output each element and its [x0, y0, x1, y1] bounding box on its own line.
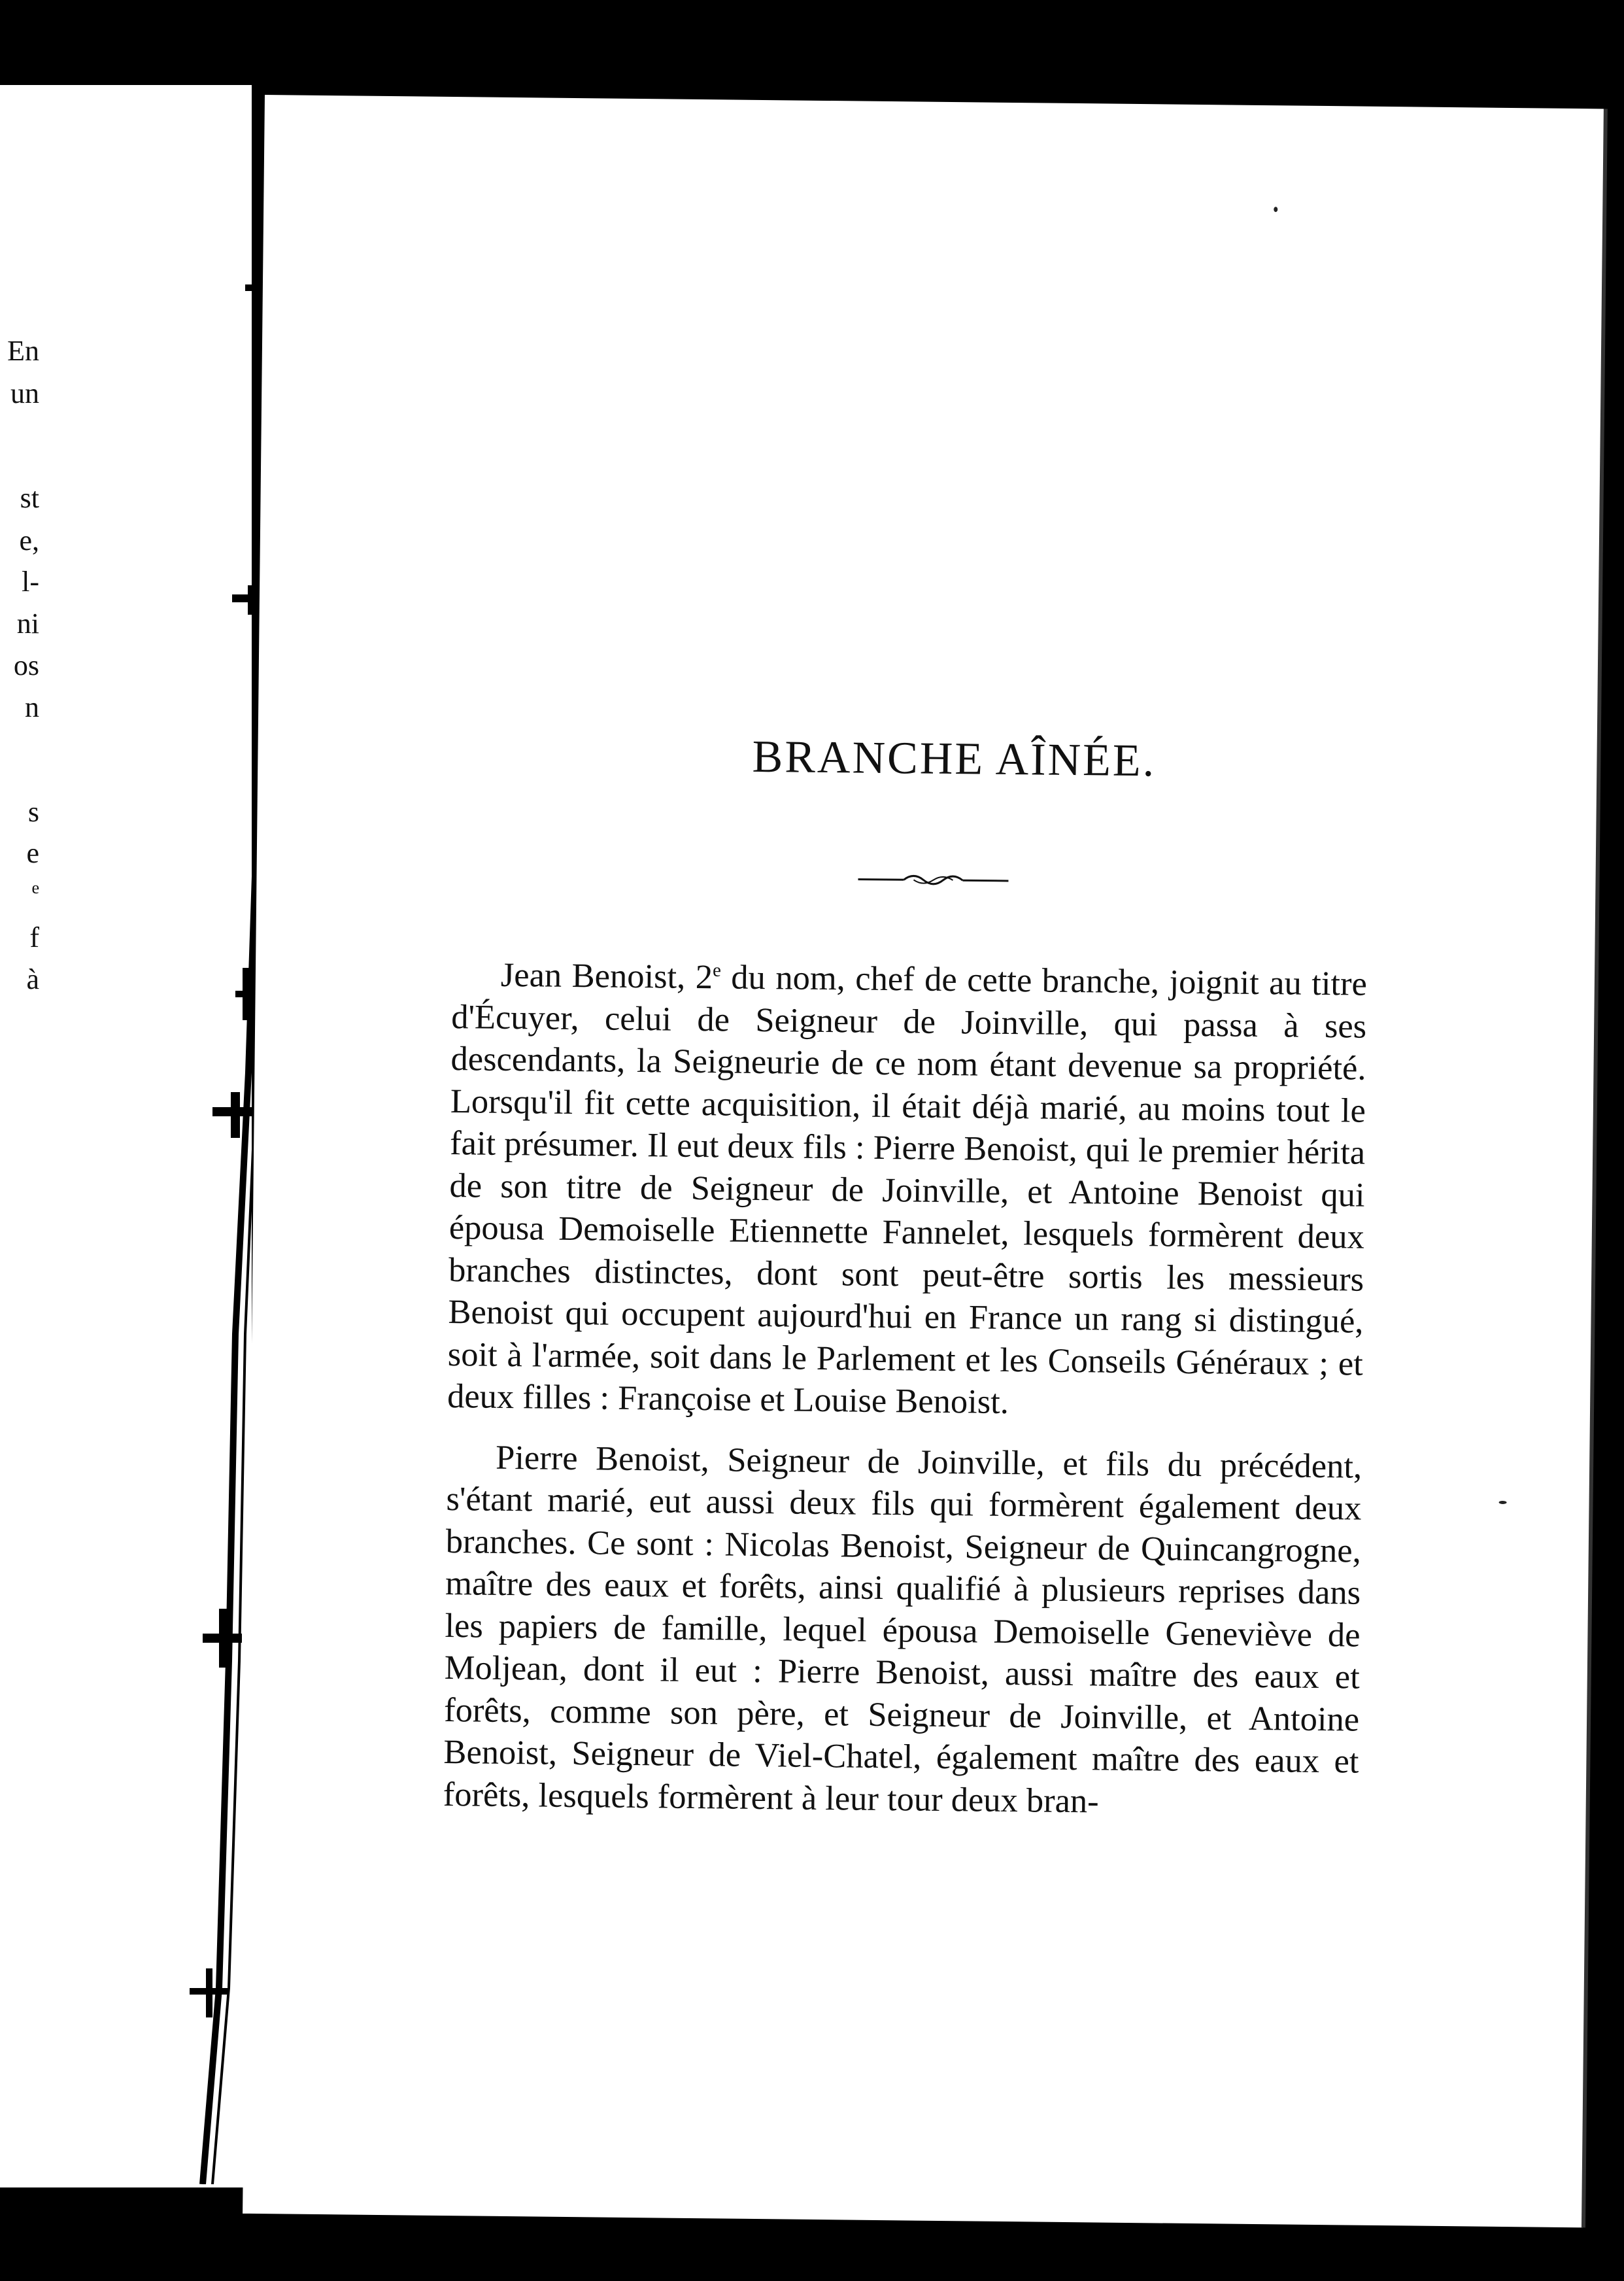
left-fragment-line: un	[10, 377, 39, 409]
left-fragment-line: os	[13, 649, 39, 681]
left-fragment-line: f	[29, 921, 39, 953]
paper-speck	[1274, 207, 1277, 212]
paragraph: Pierre Benoist, Seigneur de Joinville, et fils du précédent, s'étant marié, eut aussi deux fils qui formèrent également deux branches. Ce sont : Nicolas Benoist, Seigneur de Quincangrogne, maître des eaux et forêts, ainsi qualifié à plusieurs reprises dans les papiers de famille, lequel épousa Demoiselle Geneviève de Moljean, dont il eut : Pierre Benoist, aussi maître des eaux et forêts, comme son père, et Seigneur de Joinville, et Antoine Benoist, Seigneur de Viel-Chatel, également maître des eaux et forêts, lesquels formèrent à leur tour deux bran-	[443, 1438, 1362, 1821]
stitch-mark-icon	[212, 1092, 258, 1138]
left-fragment-line: l-	[22, 566, 39, 598]
paragraph-text: du nom, chef de cette branche, joignit au titre d'Écuyer, celui de Seigneur de Joinville, qui passa à ses descendants, la Seigneurie de ce nom étant devenue sa propriété. Lorsqu'il fit cette acquisition, il était déjà marié, au moins tout le fait présumer. Il eut deux fils : Pierre Benoist, qui le premier hérita de son titre de Seigneur de Joinville, et Antoine Benoist qui épousa Demoiselle Etiennette Fannelet, lesquels formèrent deux branches distinctes, dont sont peut-être sortis les messieurs Benoist qui occupent aujourd'hui en France un rang si distingué, soit à l'armée, soit dans le Parlement et les Conseils Généraux ; et deux filles : Françoise et Louise Benoist.	[447, 958, 1368, 1422]
left-fragment-line: En	[7, 335, 39, 367]
left-fragment-line: n	[25, 691, 39, 723]
main-page	[243, 95, 1605, 2227]
left-fragment-line: ni	[16, 608, 39, 640]
body-text	[443, 953, 1367, 1844]
stitch-mark-icon	[190, 1968, 229, 2017]
ornamental-rule-icon	[858, 866, 1008, 894]
paragraph-text: Jean Benoist, 2	[500, 955, 713, 997]
paper-speck	[1499, 1501, 1507, 1504]
page-title: BRANCHE AÎNÉE.	[752, 731, 1157, 787]
ordinal-superscript: e	[712, 959, 722, 981]
left-fragment-line: e	[26, 837, 39, 869]
stitch-mark-icon	[203, 1609, 242, 1668]
paragraph	[447, 953, 1367, 1427]
left-fragment-line: e,	[19, 524, 39, 557]
left-fragment-line: ᵉ	[31, 876, 39, 908]
left-fragment-line: à	[26, 963, 39, 995]
left-fragment-line: s	[27, 796, 39, 828]
left-fragment-line: st	[20, 482, 39, 514]
